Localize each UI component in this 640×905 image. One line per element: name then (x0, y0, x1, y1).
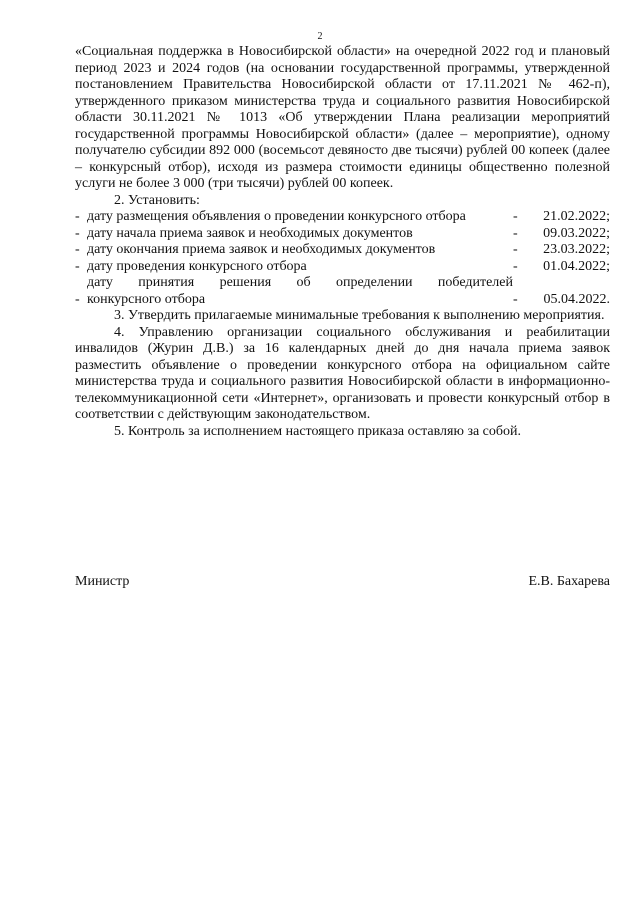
date-label: дату проведения конкурсного отбора (87, 258, 307, 274)
date-value: 21.02.2022; (543, 209, 610, 224)
document-body (75, 44, 610, 440)
signatory-name: Е.В. Бахарева (528, 574, 610, 589)
item-5-paragraph: 5. Контроль за исполнением настоящего приказа оставляю за собой. (114, 423, 522, 439)
date-dash: - (75, 258, 80, 274)
date-dash: - (75, 209, 80, 224)
date-label-line-2: конкурсного отбора (87, 291, 206, 307)
date-row-last (75, 275, 610, 308)
date-label (87, 275, 513, 308)
signatory-position: Министр (75, 574, 130, 589)
item-4-paragraph: 4. Управлению организации социального обслуживания и реабилитации инвалидов (Журин Д.В.) за 16 календарных дней до дня начала приема заявок разместить объявление о проведении конкурсного отбора на официальном сайте министерства труда и социального развития Новосибирской области в информационно-телекоммуникационной сети «Интернет», организовать и провести конкурсный отбор в соответствии с действующим законодательством. (75, 324, 610, 422)
date-value: 05.04.2022. (543, 291, 610, 307)
date-separator: - (513, 225, 518, 241)
date-label: дату окончания приема заявок и необходимых документов (87, 242, 436, 257)
date-dash: - (75, 291, 80, 307)
date-row (75, 259, 610, 276)
intro-paragraph: «Социальная поддержка в Новосибирской области» на очередной 2022 год и плановый период 2023 и 2024 годов (на основании государственной программы, утвержденной постановлением Правительства Новосибирской области от 17.11.2021 № 462-п), утвержденного приказом министерства труда и социального развития Новосибирской области 30.11.2021 № 1013 «Об утверждении Плана реализации мероприятий государственной программы Новосибирской области» (далее – мероприятие), одному получателю субсидии 892 000 (восемьсот девяносто две тысячи) рублей 00 копеек (далее – конкурсный отбор), исходя из размера стоимости единицы общественно полезной услуги не более 3 000 (три тысячи) рублей 00 копеек. (75, 44, 610, 191)
page-number: 2 (317, 31, 323, 42)
item-3-paragraph: 3. Утвердить прилагаемые минимальные требования к выполнению мероприятия. (114, 308, 605, 323)
item-2-heading: 2. Установить: (114, 192, 200, 208)
date-value: 09.03.2022; (543, 225, 610, 241)
date-separator: - (513, 242, 518, 257)
date-separator: - (513, 291, 518, 307)
date-row (75, 209, 610, 226)
date-row (75, 226, 610, 243)
date-label: дату начала приема заявок и необходимых документов (87, 225, 413, 241)
date-dash: - (75, 242, 80, 257)
date-row (75, 242, 610, 259)
signature-block (75, 574, 610, 591)
date-dash: - (75, 225, 80, 241)
date-separator: - (513, 258, 518, 274)
date-value: 23.03.2022; (543, 242, 610, 257)
date-separator: - (513, 209, 518, 224)
date-label-line-1: дату принятия решения об определении победителей (87, 275, 513, 290)
date-list (75, 209, 610, 308)
date-label: дату размещения объявления о проведении конкурсного отбора (87, 209, 466, 224)
date-value: 01.04.2022; (543, 258, 610, 274)
